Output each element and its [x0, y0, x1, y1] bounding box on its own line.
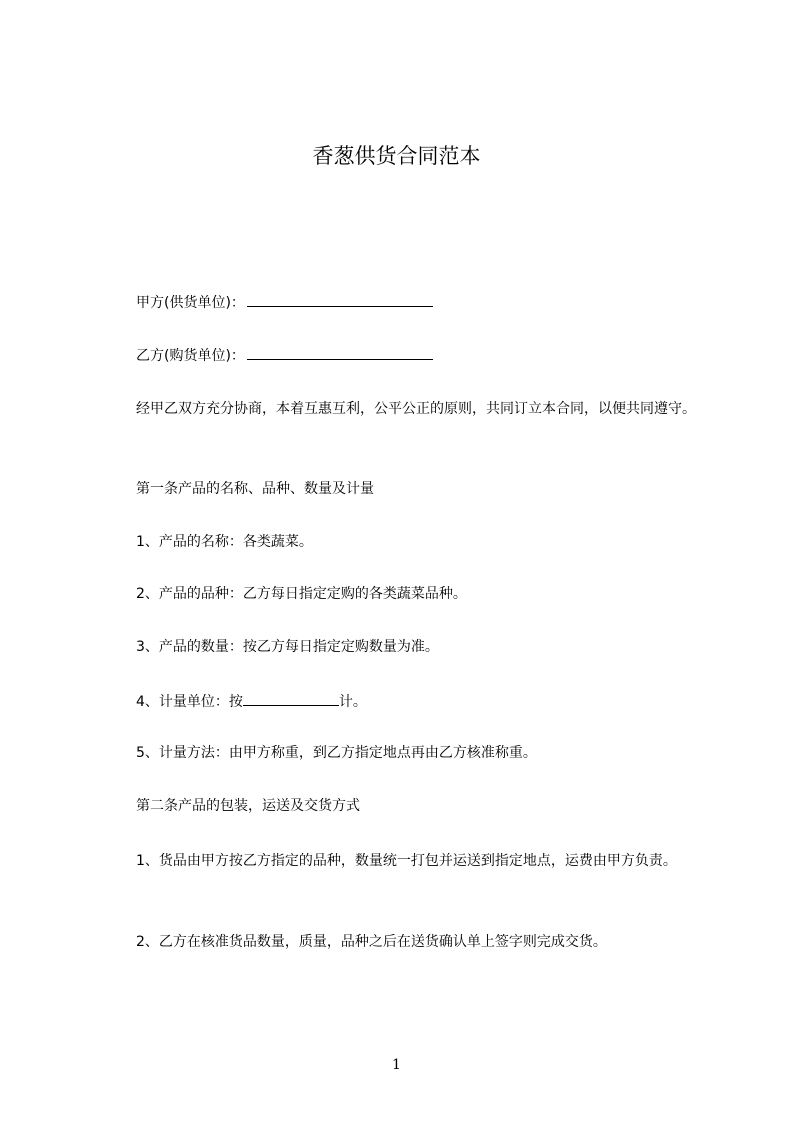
- article2-heading: 第二条产品的包装，运送及交货方式: [136, 798, 360, 814]
- item4-suffix: 计。: [338, 694, 367, 710]
- article2-item2: 2、乙方在核准货品数量，质量，品种之后在送货确认单上签字则完成交货。: [136, 934, 607, 950]
- party-b-label: 乙方(购货单位)：: [136, 348, 245, 364]
- page-number: 1: [392, 1057, 401, 1073]
- article1-item3: 3、产品的数量：按乙方每日指定定购数量为准。: [136, 639, 439, 655]
- article2-item1: 1、货品由甲方按乙方指定的品种，数量统一打包并运送到指定地点，运费由甲方负责。: [136, 853, 677, 869]
- intro-text: 经甲乙双方充分协商，本着互惠互利，公平公正的原则，共同订立本合同，以便共同遵守。: [136, 401, 696, 417]
- party-a-line: [136, 291, 433, 313]
- article1-item4: [136, 690, 367, 712]
- intro-paragraph: [120, 395, 710, 423]
- item4-prefix: 4、计量单位：按: [136, 694, 243, 710]
- unit-blank: [243, 690, 339, 706]
- document-title: 香葱供货合同范本: [312, 144, 481, 168]
- article2-item1-paragraph: [120, 847, 710, 875]
- party-b-blank: [247, 344, 433, 360]
- party-a-blank: [247, 291, 433, 307]
- article1-heading: 第一条产品的名称、品种、数量及计量: [136, 481, 374, 497]
- article1-item1: 1、产品的名称：各类蔬菜。: [136, 534, 313, 550]
- article1-item5: 5、计量方法：由甲方称重，到乙方指定地点再由乙方核准称重。: [136, 745, 537, 761]
- party-b-line: [136, 344, 433, 366]
- party-a-label: 甲方(供货单位)：: [136, 295, 245, 311]
- article1-item2: 2、产品的品种：乙方每日指定定购的各类蔬菜品种。: [136, 586, 467, 602]
